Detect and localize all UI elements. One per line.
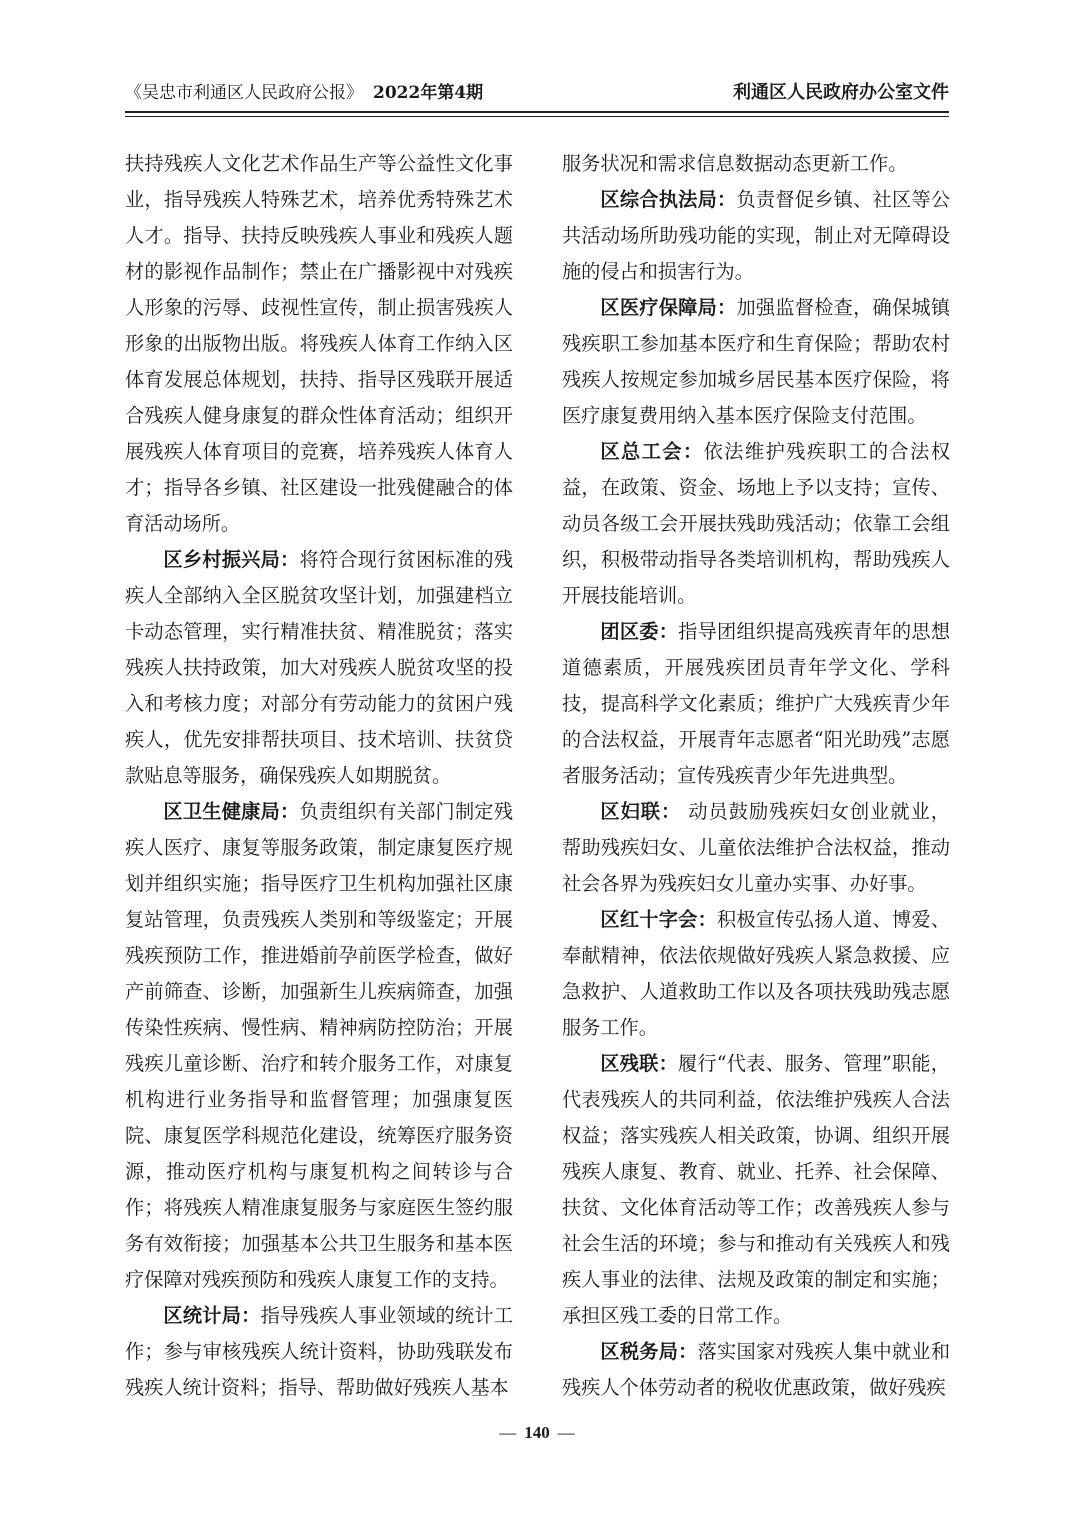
paragraph bbox=[562, 1046, 950, 1334]
paragraph-text: 负责组织有关部门制定残疾人医疗、康复等服务政策，制定康复医疗规划并组织实施；指导医疗卫生机构加强社区康复站管理，负责残疾人类别和等级鉴定；开展残疾预防工作，推进婚前孕前医学检查，做好产前筛查、诊断，加强新生儿疾病筛查，加强传染性疾病、慢性病、精神病防控防治；开展残疾儿童诊断、治疗和转介服务工作，对康复机构进行业务指导和监督管理；加强康复医院、康复医学科规范化建设，统筹医疗服务资源，推动医疗机构与康复机构之间转诊与合作；将残疾人精准康复服务与家庭医生签约服务有效衔接；加强基本公共卫生服务和基本医疗保障对残疾预防和残疾人康复工作的支持。 bbox=[125, 800, 514, 1291]
header-rule-thin bbox=[125, 116, 949, 117]
paragraph-text: 扶持残疾人文化艺术作品生产等公益性文化事业，指导残疾人特殊艺术，培养优秀特殊艺术人才。指导、扶持反映残疾人事业和残疾人题材的影视作品制作；禁止在广播影视中对残疾人形象的污辱、歧视性宣传，制止损害残疾人形象的出版物出版。将残疾人体育工作纳入区体育发展总体规划，扶持、指导区残联开展适合残疾人健身康复的群众性体育活动；组织开展残疾人体育项目的竞赛，培养残疾人体育人才；指导各乡镇、社区建设一批残健融合的体育活动场所。 bbox=[125, 152, 513, 535]
department-label: 区残联： bbox=[600, 1052, 678, 1075]
paragraph bbox=[125, 1298, 513, 1406]
paragraph-text: 指导团组织提高残疾青年的思想道德素质，开展残疾团员青年学文化、学科技，提高科学文化素质；维护广大残疾青少年的合法权益，开展青年志愿者“阳光助残”志愿者服务活动；宣传残疾青少年先进典型。 bbox=[562, 620, 951, 787]
page-number: 140 bbox=[524, 1423, 550, 1442]
header-publication bbox=[125, 78, 483, 103]
department-label: 区乡村振兴局： bbox=[163, 548, 300, 571]
header-rule-thick bbox=[125, 111, 949, 113]
paragraph-text: 履行“代表、服务、管理”职能，代表残疾人的共同利益，依法维护残疾人合法权益；落实残疾人相关政策，协调、组织开展残疾人康复、教育、就业、托养、社会保障、扶贫、文化体育活动等工作；改善残疾人参与社会生活的环境；参与和推动有关残疾人和残疾人事业的法律、法规及政策的制定和实施；承担区残工委的日常工作。 bbox=[562, 1052, 950, 1327]
paragraph-text: 将符合现行贫困标准的残疾人全部纳入全区脱贫攻坚计划，加强建档立卡动态管理，实行精准扶贫、精准脱贫；落实残疾人扶持政策，加大对残疾人脱贫攻坚的投入和考核力度；对部分有劳动能力的贫困户残疾人，优先安排帮扶项目、技术培训、扶贫贷款贴息等服务，确保残疾人如期脱贫。 bbox=[125, 548, 514, 787]
department-label: 区医疗保障局： bbox=[600, 296, 737, 319]
paragraph bbox=[562, 902, 950, 1046]
paragraph-text: 指导残疾人事业领域的统计工作；参与审核残疾人统计资料，协助残联发布残疾人统计资料；指导、帮助做好残疾人基本 bbox=[125, 1304, 514, 1399]
paragraph bbox=[125, 794, 513, 1298]
left-column bbox=[125, 146, 513, 1406]
footer-dash-left: — bbox=[499, 1423, 517, 1442]
paragraph bbox=[562, 1334, 950, 1406]
paragraph bbox=[562, 614, 950, 794]
page-header bbox=[125, 78, 949, 108]
department-label: 区税务局： bbox=[600, 1340, 698, 1363]
department-label: 区卫生健康局： bbox=[163, 800, 300, 823]
paragraph-text: 负责督促乡镇、社区等公共活动场所助残功能的实现，制止对无障碍设施的侵占和损害行为。 bbox=[562, 188, 951, 283]
paragraph bbox=[562, 146, 950, 182]
paragraph bbox=[562, 182, 950, 290]
paragraph-text: 积极宣传弘扬人道、博爱、奉献精神，依法依规做好残疾人紧急救援、应急救护、人道救助工作以及各项扶残助残志愿服务工作。 bbox=[562, 908, 951, 1039]
department-label: 区红十字会： bbox=[600, 908, 718, 931]
right-column bbox=[562, 146, 950, 1406]
paragraph-text: 服务状况和需求信息数据动态更新工作。 bbox=[562, 152, 908, 175]
paragraph bbox=[562, 434, 950, 614]
page-footer bbox=[0, 1423, 1074, 1443]
paragraph-text: 动员鼓励残疾妇女创业就业，帮助残疾妇女、儿童依法维护合法权益，推动社会各界为残疾妇女儿童办实事、办好事。 bbox=[562, 800, 950, 895]
department-label: 区总工会： bbox=[600, 440, 704, 463]
paragraph-text: 落实国家对残疾人集中就业和残疾人个体劳动者的税收优惠政策，做好残疾 bbox=[562, 1340, 951, 1399]
paragraph-text: 加强监督检查，确保城镇残疾职工参加基本医疗和生育保险；帮助农村残疾人按规定参加城乡居民基本医疗保险，将医疗康复费用纳入基本医疗保险支付范围。 bbox=[562, 296, 951, 427]
publication-title: 《吴忠市利通区人民政府公报》 bbox=[125, 83, 363, 103]
department-label: 团区委： bbox=[600, 620, 679, 643]
header-section: 利通区人民政府办公室文件 bbox=[733, 82, 949, 103]
paragraph bbox=[125, 146, 513, 542]
department-label: 区妇联： bbox=[600, 800, 682, 823]
issue-number: 2022年第4期 bbox=[373, 83, 484, 103]
paragraph-text: 依法维护残疾职工的合法权益，在政策、资金、场地上予以支持；宣传、动员各级工会开展扶残助残活动；依靠工会组织，积极带动指导各类培训机构，帮助残疾人开展技能培训。 bbox=[562, 440, 951, 607]
paragraph bbox=[562, 290, 950, 434]
department-label: 区综合执法局： bbox=[600, 188, 737, 211]
footer-dash-right: — bbox=[557, 1423, 575, 1442]
paragraph bbox=[562, 794, 950, 902]
department-label: 区统计局： bbox=[163, 1304, 261, 1327]
paragraph bbox=[125, 542, 513, 794]
